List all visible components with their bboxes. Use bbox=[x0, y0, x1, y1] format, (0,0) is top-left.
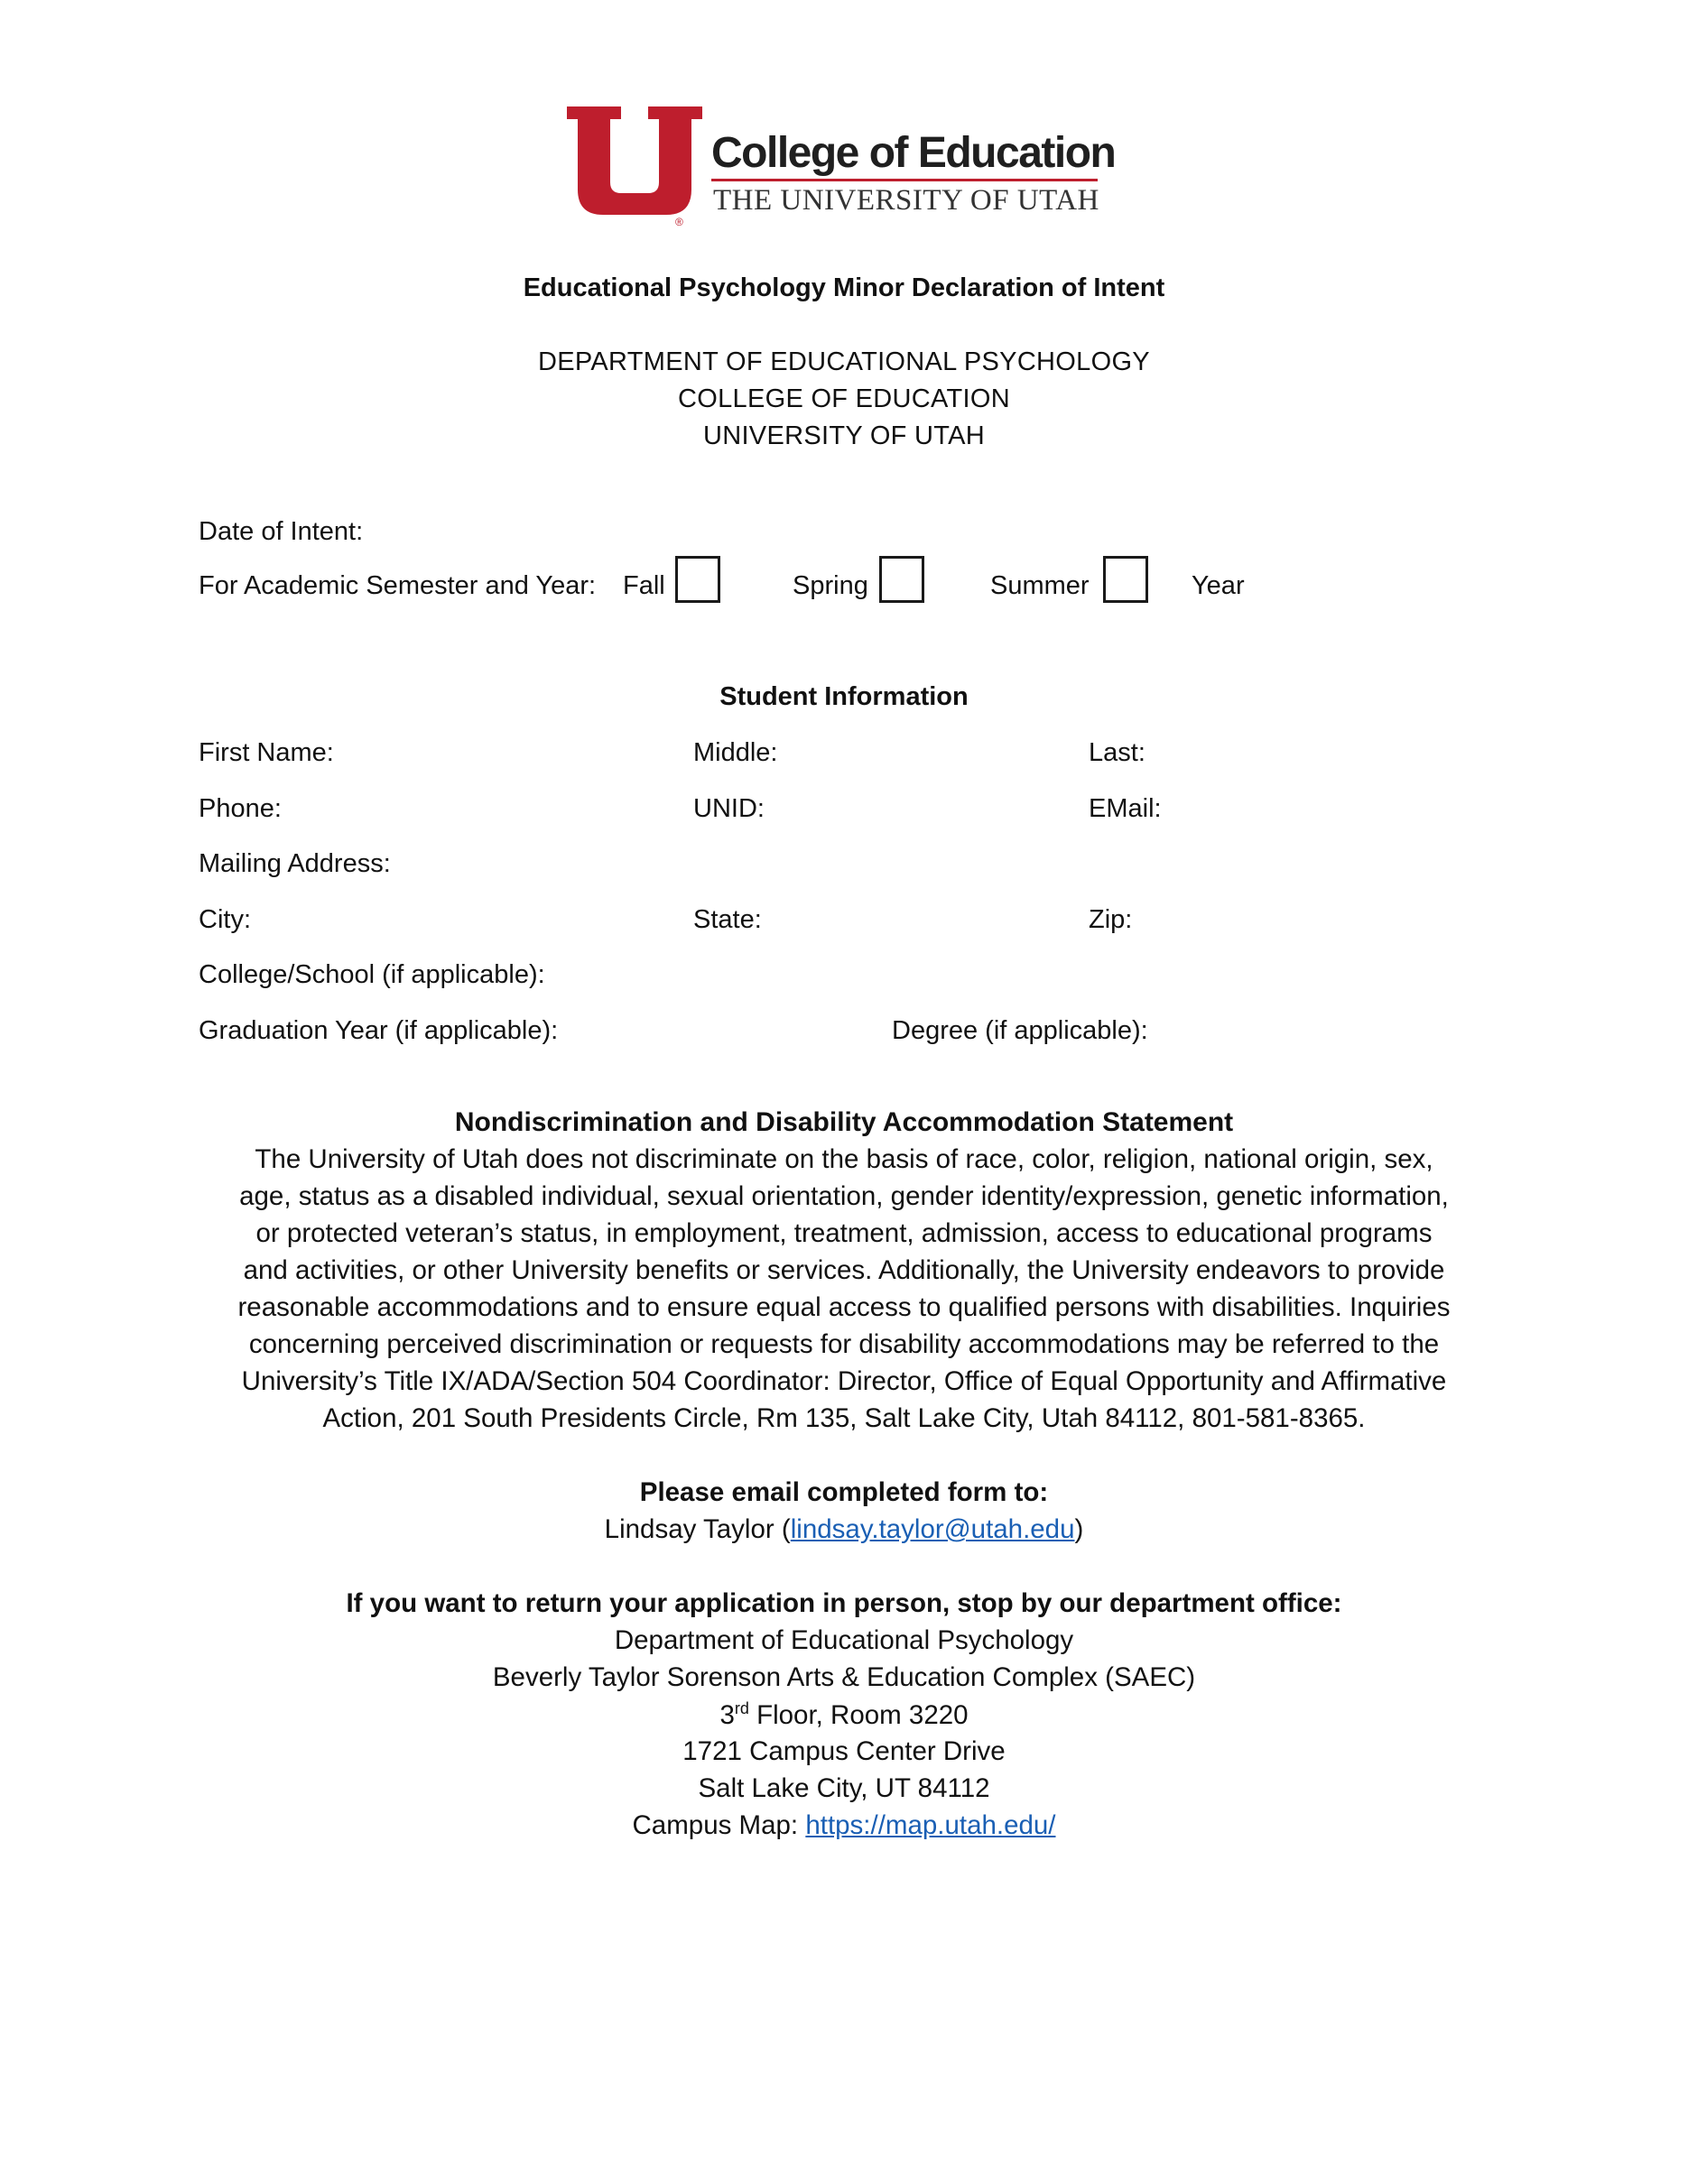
statement-line: or protected veteran’s status, in employment, treatment, admission, access to educational programs bbox=[255, 1218, 1433, 1248]
contact-line: Lindsay Taylor (lindsay.taylor@utah.edu) bbox=[604, 1514, 1084, 1544]
floor-number: 3 bbox=[719, 1699, 735, 1730]
university-name: UNIVERSITY OF UTAH bbox=[702, 421, 986, 450]
statement-line: Action, 201 South Presidents Circle, Rm 135, Salt Lake City, Utah 84112, 801-581-8365. bbox=[322, 1403, 1366, 1433]
campus-map-link[interactable]: https://map.utah.edu/ bbox=[805, 1810, 1056, 1840]
contact-email-link[interactable]: lindsay.taylor@utah.edu bbox=[790, 1514, 1075, 1544]
statement-line: reasonable accommodations and to ensure equal access to qualified persons with disabilities. Inquiries bbox=[237, 1292, 1451, 1322]
floor-room-text: Floor, Room 3220 bbox=[748, 1699, 969, 1730]
semester-label: For Academic Semester and Year: bbox=[199, 571, 597, 600]
form-title: Educational Psychology Minor Declaration of Intent bbox=[523, 273, 1165, 302]
mailing-address-field[interactable]: Mailing Address: bbox=[199, 849, 391, 878]
spring-checkbox[interactable] bbox=[879, 556, 924, 603]
logo-college-name: College of Education bbox=[711, 129, 1116, 177]
first-name-field[interactable]: First Name: bbox=[199, 738, 334, 767]
zip-field[interactable]: Zip: bbox=[1089, 905, 1133, 934]
phone-field[interactable]: Phone: bbox=[199, 794, 282, 823]
fall-checkbox[interactable] bbox=[675, 556, 720, 603]
college-logo bbox=[567, 101, 1116, 227]
statement-line: The University of Utah does not discriminate on the basis of race, color, religion, national origin, sex, bbox=[255, 1144, 1433, 1174]
office-department: Department of Educational Psychology bbox=[614, 1625, 1074, 1655]
statement-line: concerning perceived discrimination or requests for disability accommodations may be referred to the bbox=[248, 1329, 1440, 1359]
statement-line: age, status as a disabled individual, sexual orientation, gender identity/expression, genetic information, bbox=[239, 1181, 1449, 1211]
logo-university-name: THE UNIVERSITY OF UTAH bbox=[713, 184, 1099, 217]
floor-ordinal: rd bbox=[734, 1699, 749, 1717]
office-building: Beverly Taylor Sorenson Arts & Education Complex (SAEC) bbox=[492, 1662, 1196, 1692]
summer-checkbox[interactable] bbox=[1103, 556, 1148, 603]
logo-divider bbox=[711, 179, 1098, 181]
summer-label: Summer bbox=[990, 571, 1090, 600]
office-street: 1721 Campus Center Drive bbox=[682, 1736, 1006, 1766]
office-city: Salt Lake City, UT 84112 bbox=[698, 1773, 990, 1803]
college-name: COLLEGE OF EDUCATION bbox=[677, 384, 1011, 413]
degree-field[interactable]: Degree (if applicable): bbox=[892, 1016, 1148, 1045]
spring-label: Spring bbox=[793, 571, 868, 600]
middle-name-field[interactable]: Middle: bbox=[693, 738, 778, 767]
campus-map-label: Campus Map: bbox=[632, 1810, 799, 1840]
university-u-logo-icon bbox=[567, 106, 702, 227]
statement-line: and activities, or other University benefits or services. Additionally, the University endeavors to provide bbox=[243, 1255, 1445, 1285]
year-label: Year bbox=[1192, 571, 1245, 600]
statement-title: Nondiscrimination and Disability Accommodation Statement bbox=[454, 1107, 1234, 1137]
last-name-field[interactable]: Last: bbox=[1089, 738, 1145, 767]
statement-line: University’s Title IX/ADA/Section 504 Coordinator: Director, Office of Equal Opportunity and Affirmative bbox=[241, 1366, 1447, 1396]
email-field[interactable]: EMail: bbox=[1089, 794, 1162, 823]
date-of-intent-label: Date of Intent: bbox=[199, 517, 364, 546]
campus-map-line bbox=[0, 1810, 1688, 1841]
state-field[interactable]: State: bbox=[693, 905, 762, 934]
email-instruction-heading: Please email completed form to: bbox=[639, 1477, 1049, 1507]
in-person-heading: If you want to return your application in person, stop by our department office: bbox=[346, 1588, 1342, 1618]
city-field[interactable]: City: bbox=[199, 905, 251, 934]
svg-text:®: ® bbox=[675, 216, 683, 227]
contact-name: Lindsay Taylor bbox=[604, 1514, 774, 1544]
unid-field[interactable]: UNID: bbox=[693, 794, 765, 823]
department-name: DEPARTMENT OF EDUCATIONAL PSYCHOLOGY bbox=[538, 347, 1150, 376]
college-school-field[interactable]: College/School (if applicable): bbox=[199, 960, 545, 989]
fall-label: Fall bbox=[623, 571, 665, 600]
office-floor-room bbox=[0, 1699, 1688, 1731]
graduation-year-field[interactable]: Graduation Year (if applicable): bbox=[199, 1016, 559, 1045]
student-info-heading: Student Information bbox=[719, 682, 969, 711]
